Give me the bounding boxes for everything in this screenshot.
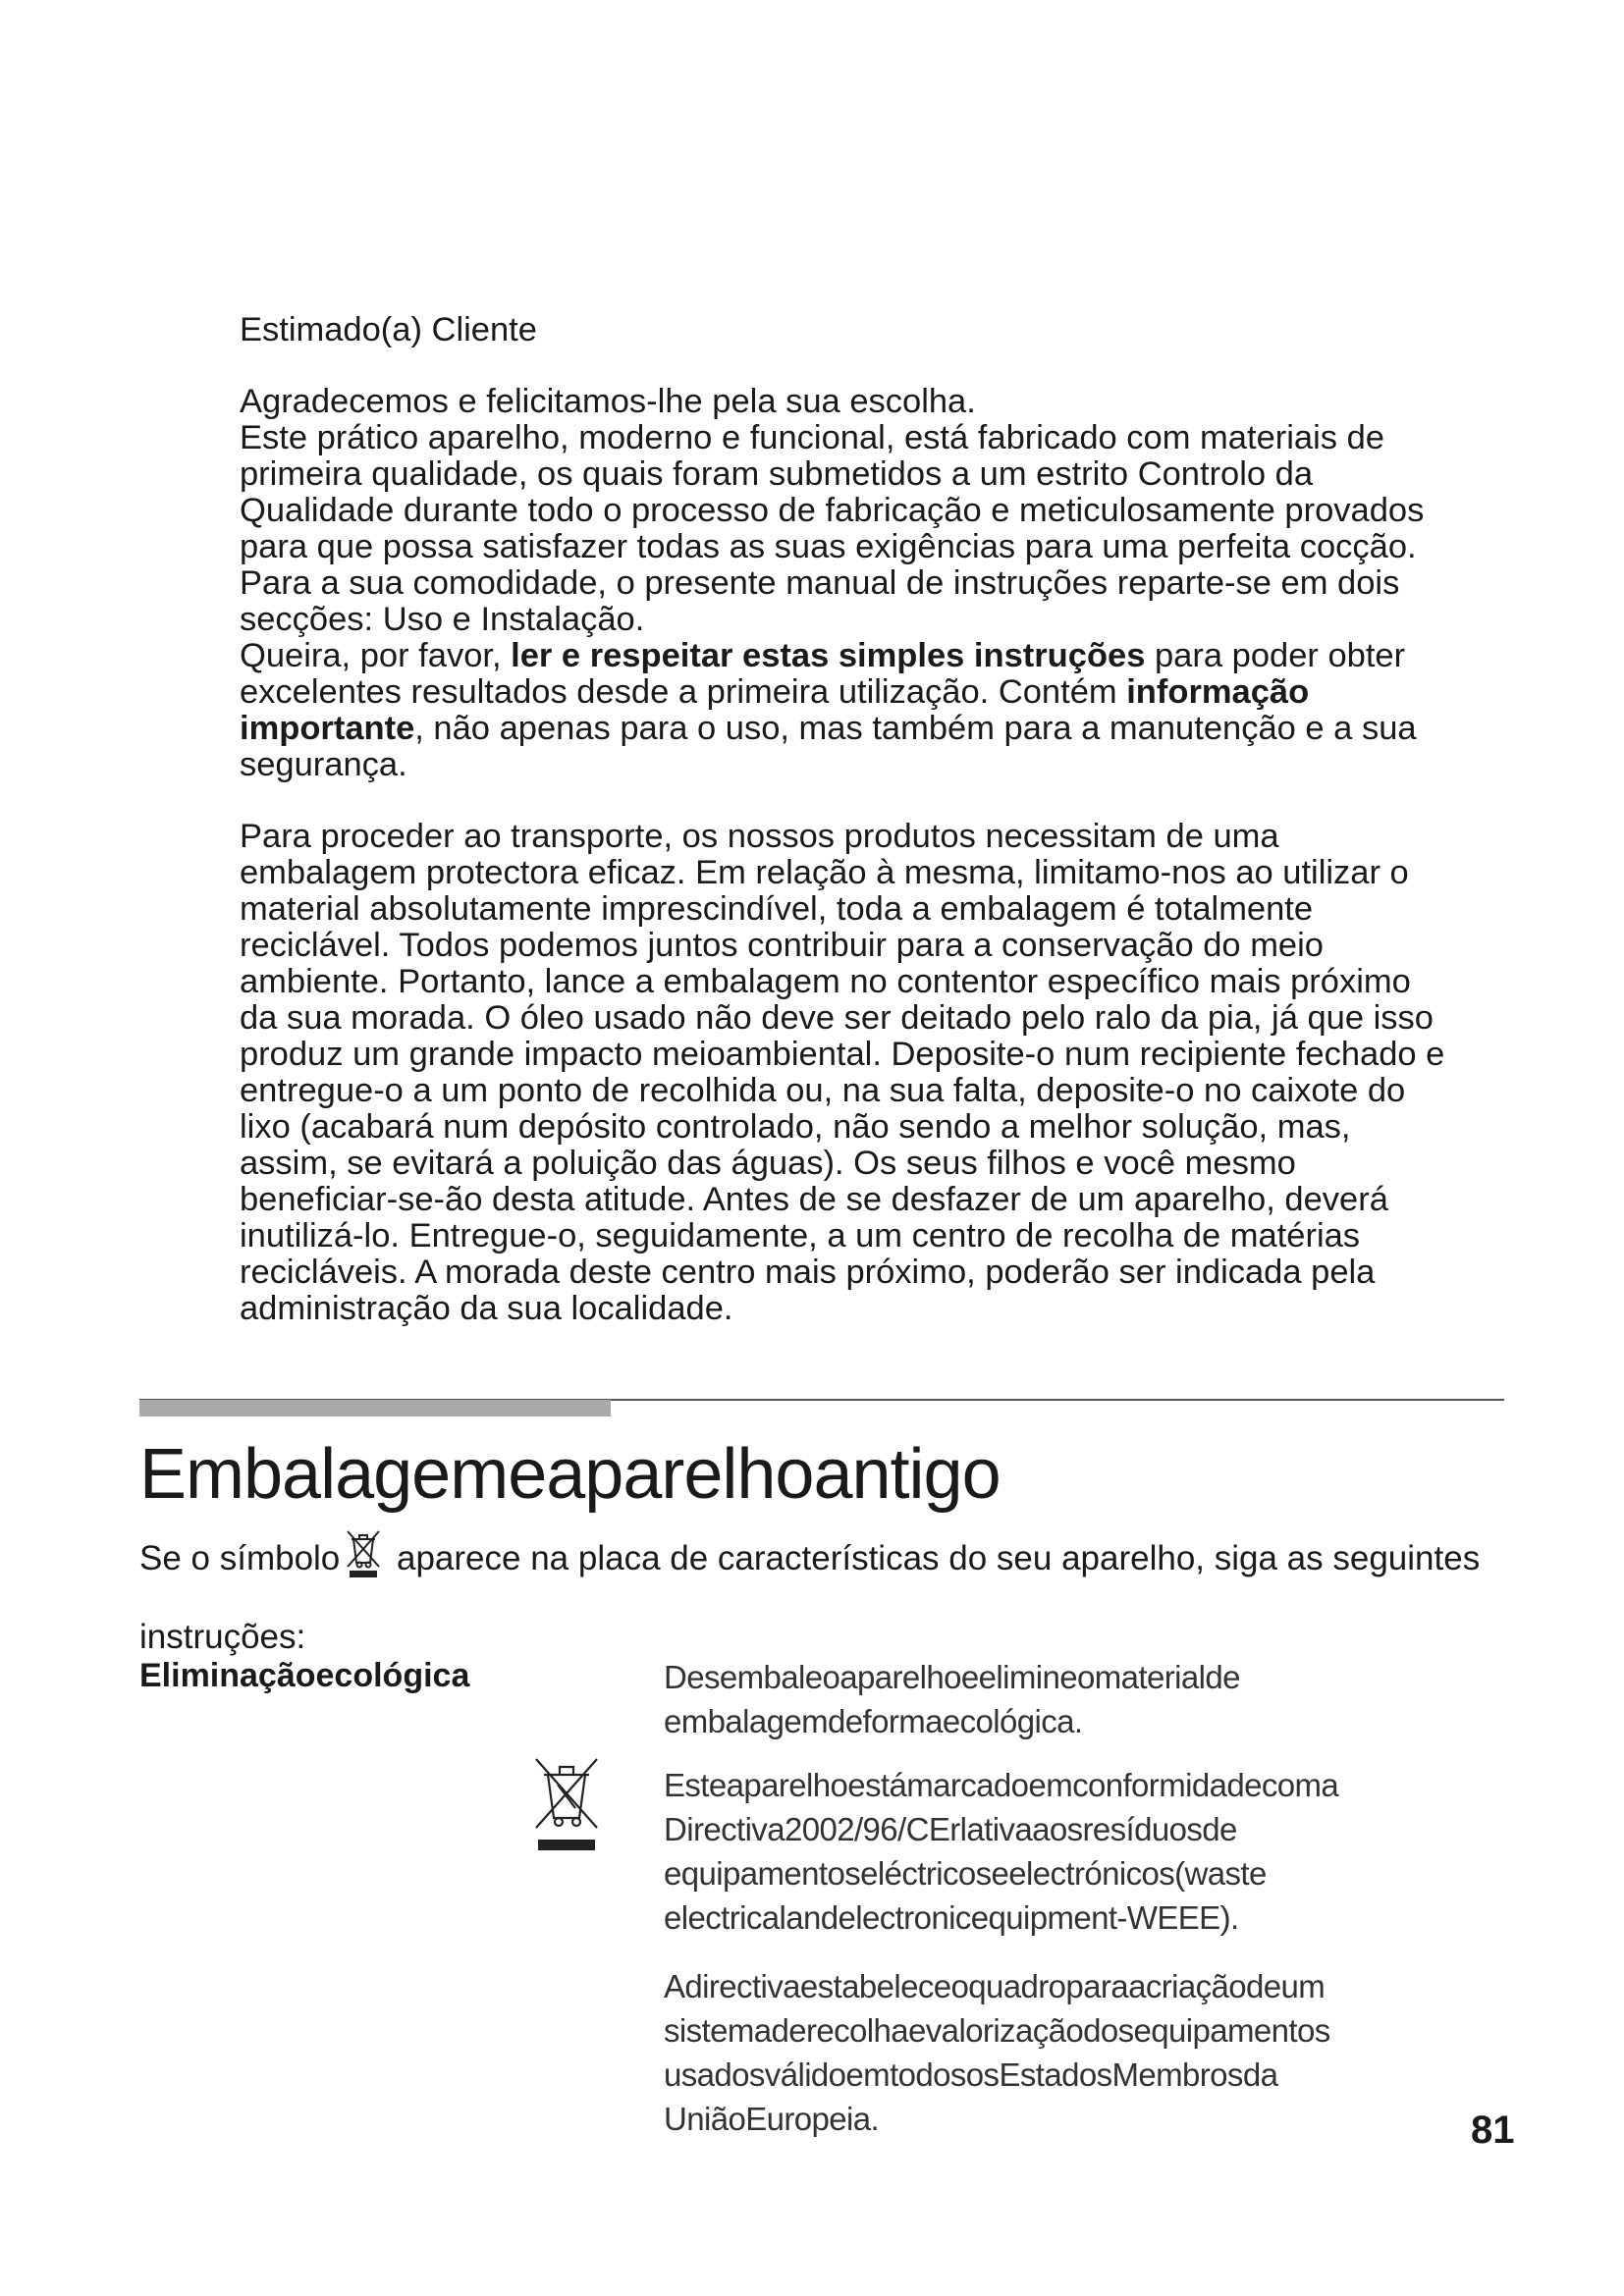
intro-emphasis-1: ler e respeitar estas simples instruções	[511, 637, 1146, 674]
intro-para-2: Para proceder ao transporte, os nossos produtos necessitam de uma embalagem protectora eficaz. Em relação à mesma, limitamo-nos ao utilizar o material absolutamente imprescindível, toda a embalagem é totalmente reciclável. Todos podemos juntos contribuir para a conservação do meio ambiente. Portanto, lance a embalagem no contentor específico mais próximo da sua morada. O óleo usado não deve ser deitado pelo ralo da pia, já que isso produz um grande impacto meioambiental. Deposite-o num recipiente fechado e entregue-o a um ponto de recolhida ou, na sua falta, deposite-o no caixote do lixo (acabará num depósito controlado, não sendo a melhor solução, mas, assim, se evitará a poluição das águas). Os seus filhos e você mesmo beneficiar-se-ão desta atitude. Antes de se desfazer de um aparelho, deverá inutilizá-lo. Entregue-o, seguidamente, a um centro de recolha de matérias recicláveis. A morada deste centro mais próximo, poderão ser indicada pela administração da sua localidade.	[240, 818, 1445, 1327]
disposal-text-3-para: Adirectivaestabeleceoquadroparaacriaçãodeum sistemaderecolhaevalorizaçãodosequipamentos usadosválidoemtodososEstadosMembrosda UniãoEuropeia.	[664, 1968, 1330, 2137]
symbol-instruction	[139, 1520, 1514, 1677]
page-number: 81	[1471, 2109, 1515, 2152]
symbol-instruction-post: aparece na placa de características do seu aparelho, siga as seguintes instruções:	[139, 1539, 1481, 1656]
weee-crossed-bin-icon	[340, 1523, 387, 1582]
intro-para-1c	[240, 638, 1447, 783]
subhead-ecological-disposal: Eliminaçãoecológica	[139, 1657, 470, 1694]
disposal-text-1	[664, 1655, 1469, 1743]
symbol-instruction-pre: Se o símbolo	[139, 1539, 341, 1577]
disposal-text-2	[664, 1763, 1469, 1940]
disposal-text-3	[664, 1964, 1469, 2141]
disposal-text-2-para: Esteaparelhoestámarcadoemconformidadecoma Directiva2002/96/CErlativaaosresíduosde equipamentoseléctricoseelectrónicos(waste electricalandelectronicequipment-WEEE).	[664, 1767, 1339, 1936]
weee-crossed-bin-icon	[530, 1749, 603, 1857]
section-title: Embalagemeaparelhoantigo	[139, 1435, 1001, 1514]
greeting: Estimado(a) Cliente	[240, 311, 537, 348]
disposal-text-1-para: Desembaleoaparelhoeelimineomaterialde embalagemdeformaecológica.	[664, 1659, 1240, 1739]
intro-para-1c-post: , não apenas para o uso, mas também para a manutenção e a sua segurança.	[240, 710, 1417, 783]
intro-para-1c-mid: para poder obter excelentes resultados desde a primeira utilização. Contém	[240, 637, 1406, 711]
intro-para-1c-pre: Queira, por favor,	[240, 637, 512, 674]
intro-text	[240, 312, 1447, 1327]
intro-emphasis-2: informação importante	[240, 673, 1310, 747]
section-divider-accent	[139, 1400, 611, 1416]
intro-para-1a: Agradecemos e felicitamos-lhe pela sua escolha.	[240, 383, 976, 420]
intro-para-1b: Este prático aparelho, moderno e funcional, está fabricado com materiais de primeira qualidade, os quais foram submetidos a um estrito Controlo da Qualidade durante todo o processo de fabricação e meticulosamente provados para que possa satisfazer todas as suas exigências para uma perfeita cocção. Para a sua comodidade, o presente manual de instruções reparte-se em dois secções: Uso e Instalação.	[240, 419, 1425, 638]
